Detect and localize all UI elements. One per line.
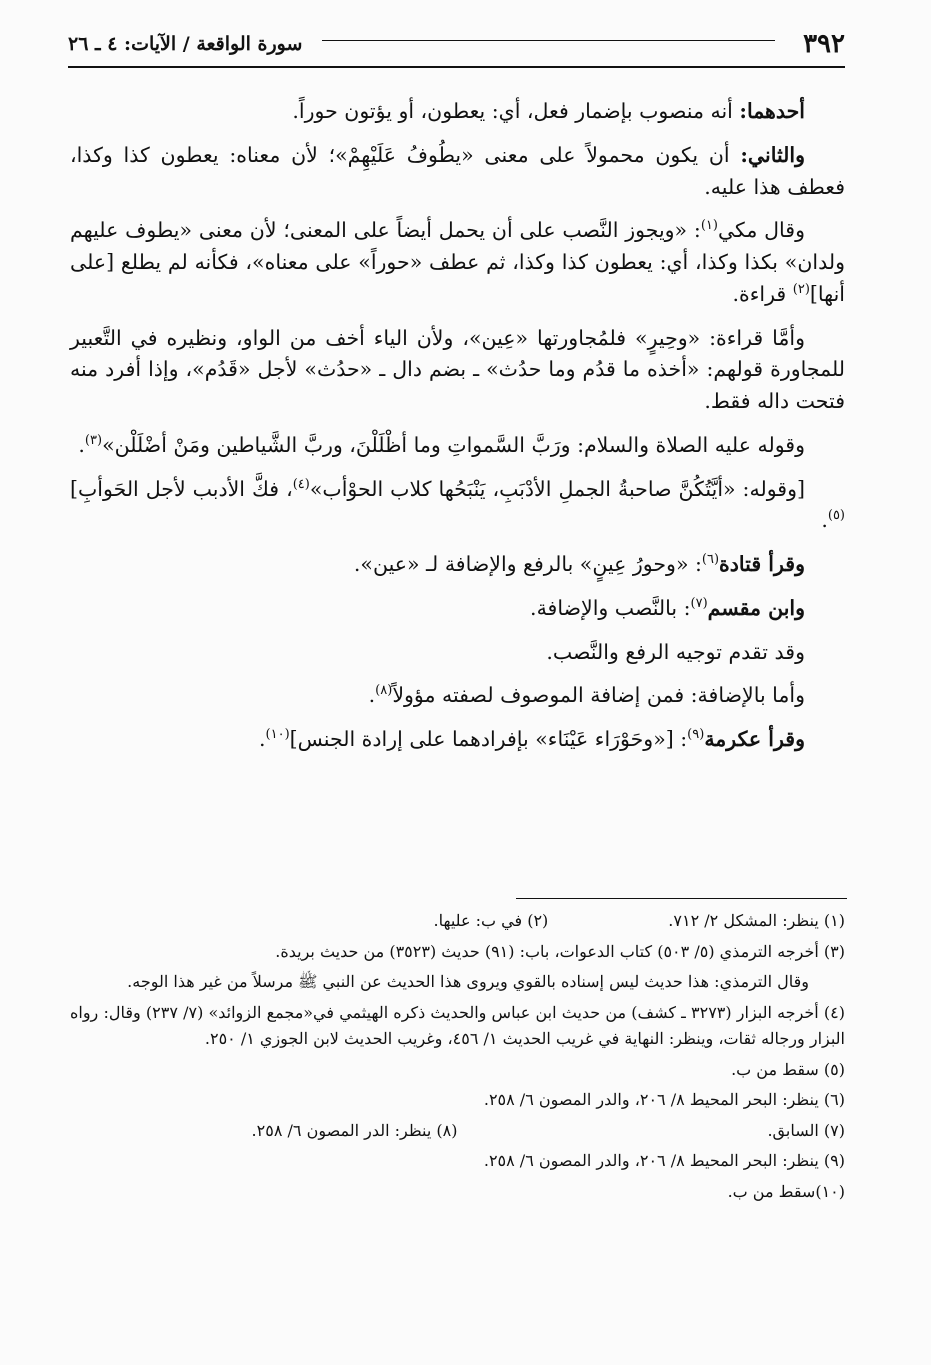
footnote-ref[interactable]: (٨) <box>375 683 393 699</box>
main-text <box>70 96 845 885</box>
footnote-8: (٨) ينظر: الدر المصون ٦/ ٢٥٨. <box>251 1120 458 1140</box>
footnote-9: (٩) ينظر: البحر المحيط ٨/ ٢٠٦، والدر المصون ٦/ ٢٥٨. <box>483 1151 845 1171</box>
footnote-ref[interactable]: (١٠) <box>265 727 290 743</box>
footnote-5: (٥) سقط من ب. <box>731 1059 845 1079</box>
footnote-ref[interactable]: (١) <box>700 218 718 234</box>
footnote-row <box>70 1118 845 1145</box>
footnote-ref[interactable]: (٩) <box>687 727 705 743</box>
footnotes <box>70 908 845 1209</box>
paragraph-5: وقوله عليه الصلاة والسلام: ورَبَّ السَّمواتِ وما أظْلَلْنَ، وربَّ الشَّياطين ومَنْ أضْلَلْن»$^{(٣)}$. <box>78 432 805 457</box>
footnote-6: (٦) ينظر: البحر المحيط ٨/ ٢٠٦، والدر المصون ٦/ ٢٥٨. <box>483 1090 845 1110</box>
page-header <box>68 26 845 62</box>
paragraph-9: وقد تقدم توجيه الرفع والنَّصب. <box>546 639 805 664</box>
footnote-ref[interactable]: (٢) <box>792 282 810 297</box>
footnote-7: (٧) السابق. <box>767 1120 845 1140</box>
footnote-1: (١) ينظر: المشكل ٢/ ٧١٢. <box>668 911 845 930</box>
paragraph-10: وأما بالإضافة: فمن إضافة الموصوف لصفته مؤولاً$^{(٨)}$. <box>368 683 805 708</box>
footnote-3: (٣) أخرجه الترمذي (٥/ ٥٠٣) كتاب الدعوات، باب: (٩١) حديث (٣٥٢٣) من حديث بريدة. <box>275 941 845 961</box>
paragraph-11: وقرأ عكرمة$^{(٩)}$: [«وحَوْرَاء عَيْنَاء» بإفرادهما على إرادة الجنس]$^{(١٠)}$. <box>258 727 805 752</box>
paragraph-6: [وقوله: «أيَّتُكُنَّ صاحبةُ الجملِ الأدْبَبِ، يَنْبَحُها كلاب الحوْأب»$^{(٤)}$، فكَّ الأدبب لأجل الحَوأبِ]$^{(٥)}$. <box>70 476 845 533</box>
paragraph-3: وقال مكي$^{(١)}$: «ويجوز النَّصب على أن يحمل أيضاً على المعنى؛ لأن معنى «يطوف عليهم ولدان» بكذا وكذا، أي: يعطون كذا وكذا، ثم عطف «حوراً» على معناه»، فكأنه لم يطلع [على أنها]$^{(٢)}$ قراءة. <box>70 218 845 306</box>
footnote-ref[interactable]: (٥) <box>827 508 845 524</box>
footnote-ref[interactable]: (٣) <box>84 433 103 449</box>
page-number: ٣٩٢ <box>803 29 845 59</box>
paragraph-2: والثاني: أن يكون محمولاً على معنى «يطُوفُ عَلَيْهِمْ»؛ لأن معناه: يعطون كذا وكذا، فعطف هذا عليه. <box>70 142 845 199</box>
footnote-divider <box>516 898 847 899</box>
footnote-2: (٢) في ب: عليها. <box>433 911 549 930</box>
footnote-ref[interactable]: (٧) <box>690 596 708 612</box>
paragraph-8: وابن مقسم$^{(٧)}$: بالنَّصب والإضافة. <box>530 595 805 620</box>
footnote-row <box>70 908 845 935</box>
footnote-3-continued: وقال الترمذي: هذا حديث ليس إسناده بالقوي ويروى هذا الحديث عن النبي ﷺ مرسلاً من غير هذا الوجه. <box>127 972 809 992</box>
footnote-ref[interactable]: (٦) <box>701 552 720 568</box>
footnote-ref[interactable]: (٤) <box>292 476 310 492</box>
surah-title: سورة الواقعة / الآيات: ٤ ـ ٢٦ <box>68 33 303 55</box>
footnote-10: (١٠)سقط من ب. <box>727 1181 845 1201</box>
paragraph-7: وقرأ قتادة$^{(٦)}$: «وحورُ عِينٍ» بالرفع والإضافة لـ «عين». <box>353 552 805 577</box>
paragraph-1: أحدهما: أنه منصوب بإضمار فعل، أي: يعطون، أو يؤتون حوراً. <box>292 99 805 123</box>
header-rule <box>322 40 775 41</box>
footnote-4: (٤) أخرجه البزار (٣٢٧٣ ـ كشف) من حديث ابن عباس والحديث ذكره الهيثمي في«مجمع الزوائد» (٧/ ٢٣٧) وقال: رواه البزار ورجاله ثقات، وينظر: النهاية في غريب الحديث ١/ ٤٥٦، وغريب الحديث لابن الجوزي ١/ ٢٥٠. <box>70 1002 845 1049</box>
header-divider <box>68 66 845 68</box>
paragraph-4: وأمَّا قراءة: «وحِيرٍ» فلمُجاورتها «عِين»، ولأن الياء أخف من الواو، ونظيره في التَّعبير للمجاورة قولهم: «أخذه ما قدُم وما حدُث» ـ بضم دال ـ «حدُث» لأجل «قَدُم»، وإذا أفرد منه فتحت داله فقط. <box>70 325 845 414</box>
